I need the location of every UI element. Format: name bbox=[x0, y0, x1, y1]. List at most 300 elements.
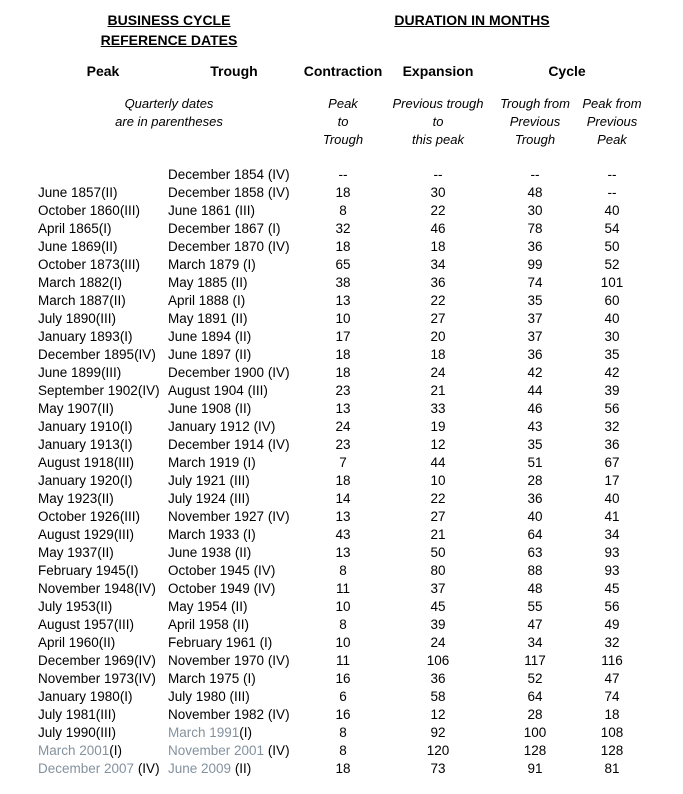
peak-quarter: (III) bbox=[95, 311, 117, 326]
trough-cell bbox=[168, 508, 300, 526]
trough-quarter: (II) bbox=[234, 761, 252, 776]
peak-cell bbox=[38, 418, 168, 436]
cycle-trough-value: 117 bbox=[524, 653, 546, 668]
contraction-value: 18 bbox=[335, 239, 351, 254]
contraction-value: 10 bbox=[335, 635, 351, 650]
trough-quarter: (II) bbox=[234, 347, 252, 362]
contraction-column-header: Contraction bbox=[303, 63, 383, 79]
peak-quarter: (I) bbox=[109, 275, 123, 290]
expansion-value: 22 bbox=[430, 491, 446, 506]
trough-quarter: (IV) bbox=[267, 239, 290, 254]
contraction-value: 7 bbox=[339, 455, 347, 470]
trough-date: May 1885 bbox=[168, 275, 232, 290]
contraction-value: 13 bbox=[335, 293, 351, 308]
cycle-trough-value: 30 bbox=[527, 203, 543, 218]
table-row bbox=[0, 346, 683, 364]
peak-cell bbox=[38, 220, 168, 238]
peak-quarter: (I) bbox=[119, 329, 133, 344]
trough-date: July 1980 bbox=[168, 689, 230, 704]
trough-quarter: (IV) bbox=[267, 509, 290, 524]
table-row bbox=[0, 688, 683, 706]
contraction-value: 32 bbox=[335, 221, 351, 236]
trough-date: March 1975 bbox=[168, 671, 244, 686]
contraction-value: 8 bbox=[339, 725, 347, 740]
peak-quarter: (II) bbox=[97, 401, 114, 416]
peak-date: August 1957 bbox=[38, 617, 114, 632]
cycle-peak-value: 42 bbox=[604, 365, 620, 380]
expansion-value: 44 bbox=[430, 455, 446, 470]
trough-date: November 1982 bbox=[168, 707, 268, 722]
peak-cell bbox=[38, 364, 168, 382]
trough-cell bbox=[168, 598, 300, 616]
cycle-peak-value: 45 bbox=[604, 581, 620, 596]
left-title-line1: BUSINESS CYCLE bbox=[107, 12, 231, 28]
peak-quarter: (IV) bbox=[134, 581, 156, 596]
contraction-value: 16 bbox=[335, 671, 351, 686]
table-row bbox=[0, 166, 683, 184]
table-row bbox=[0, 724, 683, 742]
peak-cell bbox=[38, 508, 168, 526]
cycle-trough-value: 48 bbox=[527, 185, 543, 200]
trough-quarter: (I) bbox=[243, 257, 256, 272]
expansion-value: 58 bbox=[430, 689, 446, 704]
peak-date: March 2001 bbox=[38, 743, 110, 758]
cycle-peak-value: 74 bbox=[604, 689, 620, 704]
table-row bbox=[0, 634, 683, 652]
trough-quarter: (I) bbox=[243, 455, 256, 470]
table-row bbox=[0, 652, 683, 670]
trough-quarter: (III) bbox=[247, 383, 268, 398]
contraction-value: 13 bbox=[335, 401, 351, 416]
cycle-trough-value: 36 bbox=[527, 347, 543, 362]
trough-date: December 1870 bbox=[168, 239, 268, 254]
cycle-trough-value: 36 bbox=[527, 491, 543, 506]
trough-cell bbox=[168, 364, 300, 382]
cycle-peak-subheader-line1: Peak from bbox=[582, 96, 642, 111]
peak-cell bbox=[38, 616, 168, 634]
trough-date: November 1927 bbox=[168, 509, 268, 524]
table-row bbox=[0, 238, 683, 256]
cycle-peak-value: 60 bbox=[604, 293, 620, 308]
peak-quarter: (I) bbox=[98, 221, 112, 236]
peak-cell bbox=[38, 382, 168, 400]
contraction-value: 43 bbox=[335, 527, 351, 542]
peak-cell bbox=[38, 562, 168, 580]
peak-cell bbox=[38, 202, 168, 220]
cycle-peak-value: 108 bbox=[600, 725, 624, 740]
expansion-value: 22 bbox=[430, 293, 446, 308]
right-title-text: DURATION IN MONTHS bbox=[394, 12, 550, 28]
contraction-value: 18 bbox=[335, 365, 351, 380]
expansion-value: 80 bbox=[430, 563, 446, 578]
expansion-value: 120 bbox=[426, 743, 450, 758]
trough-quarter: (III) bbox=[229, 491, 250, 506]
peak-date: April 1960 bbox=[38, 635, 99, 650]
table-row bbox=[0, 598, 683, 616]
expansion-value: 12 bbox=[430, 707, 446, 722]
contraction-value: -- bbox=[338, 167, 348, 182]
table-row bbox=[0, 490, 683, 508]
peak-quarter: (III) bbox=[119, 203, 141, 218]
trough-date: June 1908 bbox=[168, 401, 235, 416]
peak-cell bbox=[38, 436, 168, 454]
peak-cell bbox=[38, 292, 168, 310]
trough-quarter: (IV) bbox=[267, 185, 290, 200]
cycle-peak-value: 30 bbox=[604, 329, 620, 344]
contraction-value: 23 bbox=[335, 383, 351, 398]
contraction-value: 18 bbox=[335, 347, 351, 362]
expansion-value: 12 bbox=[430, 437, 446, 452]
trough-quarter: (II) bbox=[232, 617, 250, 632]
expansion-value: 18 bbox=[430, 239, 446, 254]
right-title bbox=[300, 10, 644, 30]
peak-date: March 1882 bbox=[38, 275, 110, 290]
expansion-value: 21 bbox=[430, 383, 446, 398]
expansion-value: 45 bbox=[430, 599, 446, 614]
peak-quarter: (III) bbox=[113, 455, 135, 470]
table-body bbox=[0, 166, 683, 778]
peak-quarter: (II) bbox=[97, 491, 114, 506]
quarterly-note-line1: Quarterly dates bbox=[124, 96, 214, 111]
peak-cell bbox=[38, 256, 168, 274]
trough-cell bbox=[168, 742, 300, 760]
trough-quarter: (IV) bbox=[253, 581, 276, 596]
peak-date: January 1980 bbox=[38, 689, 120, 704]
trough-quarter: (I) bbox=[232, 293, 246, 308]
peak-date: November 1973 bbox=[38, 671, 135, 686]
peak-cell bbox=[38, 544, 168, 562]
contraction-value: 17 bbox=[335, 329, 351, 344]
peak-date: July 1953 bbox=[38, 599, 96, 614]
trough-quarter: (I) bbox=[267, 221, 281, 236]
peak-quarter: (I) bbox=[119, 419, 133, 434]
cycle-peak-value: 54 bbox=[604, 221, 620, 236]
table-row bbox=[0, 418, 683, 436]
cycle-trough-value: 64 bbox=[527, 689, 543, 704]
contraction-value: 11 bbox=[335, 653, 350, 668]
trough-date: March 1991 bbox=[168, 725, 240, 740]
cycle-peak-value: -- bbox=[607, 185, 617, 200]
peak-cell bbox=[38, 724, 168, 742]
contraction-subheader-line1: Peak bbox=[328, 96, 358, 111]
table-row bbox=[0, 256, 683, 274]
cycle-peak-value: 81 bbox=[604, 761, 620, 776]
peak-date: December 1969 bbox=[38, 653, 135, 668]
peak-cell bbox=[38, 472, 168, 490]
contraction-subheader-line3: Trough bbox=[322, 132, 364, 147]
trough-quarter: (IV) bbox=[267, 437, 290, 452]
trough-quarter: (II) bbox=[234, 401, 252, 416]
trough-quarter: (I) bbox=[243, 527, 256, 542]
peak-cell bbox=[38, 274, 168, 292]
peak-quarter: (I) bbox=[125, 563, 139, 578]
trough-cell bbox=[168, 202, 300, 220]
cycle-peak-value: 17 bbox=[604, 473, 620, 488]
cycle-trough-value: 88 bbox=[527, 563, 543, 578]
peak-quarter: (II) bbox=[98, 635, 116, 650]
table-row bbox=[0, 472, 683, 490]
cycle-trough-value: 46 bbox=[527, 401, 543, 416]
table-row bbox=[0, 436, 683, 454]
expansion-value: 73 bbox=[430, 761, 446, 776]
cycle-peak-value: 56 bbox=[604, 599, 620, 614]
trough-date: October 1949 bbox=[168, 581, 254, 596]
trough-cell bbox=[168, 580, 300, 598]
peak-cell bbox=[38, 634, 168, 652]
trough-cell bbox=[168, 526, 300, 544]
cycle-peak-value: 47 bbox=[604, 671, 620, 686]
table-row bbox=[0, 328, 683, 346]
cycle-peak-value: 18 bbox=[604, 707, 620, 722]
peak-quarter: (IV) bbox=[134, 671, 156, 686]
contraction-value: 11 bbox=[335, 581, 350, 596]
trough-date: May 1891 bbox=[168, 311, 232, 326]
cycle-column-header: Cycle bbox=[548, 63, 586, 79]
expansion-value: 30 bbox=[430, 185, 446, 200]
table-row bbox=[0, 544, 683, 562]
trough-cell bbox=[168, 310, 300, 328]
cycle-peak-value: 56 bbox=[604, 401, 620, 416]
peak-cell bbox=[38, 454, 168, 472]
trough-cell bbox=[168, 166, 300, 184]
peak-cell bbox=[38, 742, 168, 760]
trough-quarter: (I) bbox=[259, 635, 273, 650]
peak-quarter: (II) bbox=[95, 599, 113, 614]
peak-cell bbox=[38, 400, 168, 418]
cycle-trough-value: 128 bbox=[523, 743, 547, 758]
trough-quarter: (IV) bbox=[253, 563, 276, 578]
expansion-value: 19 bbox=[430, 419, 446, 434]
trough-date: June 2009 bbox=[168, 761, 235, 776]
trough-date: August 1904 bbox=[168, 383, 248, 398]
contraction-value: 8 bbox=[339, 203, 347, 218]
trough-date: November 1970 bbox=[168, 653, 268, 668]
peak-date: January 1893 bbox=[38, 329, 120, 344]
expansion-value: 106 bbox=[426, 653, 450, 668]
expansion-subheader-line1: Previous trough bbox=[392, 96, 484, 111]
expansion-subheader-line2: to bbox=[432, 114, 444, 129]
cycle-peak-value: 67 bbox=[604, 455, 620, 470]
contraction-value: 10 bbox=[335, 311, 351, 326]
peak-cell bbox=[38, 598, 168, 616]
trough-cell bbox=[168, 562, 300, 580]
peak-quarter: (III) bbox=[113, 527, 135, 542]
peak-quarter: (II) bbox=[101, 239, 118, 254]
trough-cell bbox=[168, 292, 300, 310]
trough-quarter: (III) bbox=[234, 203, 256, 218]
cycle-peak-value: 36 bbox=[604, 437, 620, 452]
trough-date: May 1954 bbox=[168, 599, 232, 614]
trough-quarter: (II) bbox=[234, 545, 252, 560]
peak-quarter: (I) bbox=[119, 473, 133, 488]
contraction-value: 8 bbox=[339, 743, 347, 758]
table-row bbox=[0, 760, 683, 778]
expansion-value: -- bbox=[433, 167, 443, 182]
trough-cell bbox=[168, 454, 300, 472]
cycle-peak-value: -- bbox=[607, 167, 617, 182]
cycle-peak-subheader bbox=[580, 95, 644, 149]
trough-cell bbox=[168, 400, 300, 418]
cycle-peak-value: 34 bbox=[604, 527, 620, 542]
trough-cell bbox=[168, 184, 300, 202]
trough-date: April 1888 bbox=[168, 293, 233, 308]
cycle-peak-value: 101 bbox=[600, 275, 624, 290]
contraction-value: 18 bbox=[335, 761, 351, 776]
peak-quarter: (III) bbox=[95, 725, 117, 740]
peak-date: September 1902 bbox=[38, 383, 138, 398]
cycle-trough-value: 28 bbox=[527, 707, 543, 722]
trough-cell bbox=[168, 688, 300, 706]
cycle-peak-value: 93 bbox=[604, 563, 620, 578]
trough-cell bbox=[168, 382, 300, 400]
expansion-value: 37 bbox=[430, 581, 446, 596]
trough-date: June 1897 bbox=[168, 347, 235, 362]
peak-cell bbox=[38, 238, 168, 256]
trough-quarter: (II) bbox=[231, 599, 248, 614]
peak-cell bbox=[38, 184, 168, 202]
contraction-value: 18 bbox=[335, 473, 351, 488]
peak-cell bbox=[38, 706, 168, 724]
cycle-trough-value: 63 bbox=[527, 545, 543, 560]
table-row bbox=[0, 526, 683, 544]
peak-date: July 1990 bbox=[38, 725, 96, 740]
cycle-trough-value: 52 bbox=[527, 671, 543, 686]
left-title-line2: REFERENCE DATES bbox=[100, 32, 238, 48]
peak-date: March 1887 bbox=[38, 293, 110, 308]
cycle-peak-subheader-line2: Previous bbox=[586, 114, 638, 129]
contraction-subheader bbox=[300, 95, 386, 149]
expansion-value: 10 bbox=[430, 473, 446, 488]
expansion-value: 27 bbox=[430, 509, 446, 524]
peak-cell bbox=[38, 688, 168, 706]
peak-date: May 1907 bbox=[38, 401, 98, 416]
contraction-value: 65 bbox=[335, 257, 351, 272]
trough-date: December 1900 bbox=[168, 365, 268, 380]
table-row bbox=[0, 274, 683, 292]
trough-quarter: (IV) bbox=[253, 419, 276, 434]
expansion-value: 36 bbox=[430, 275, 446, 290]
cycle-trough-value: 36 bbox=[527, 239, 543, 254]
trough-cell bbox=[168, 634, 300, 652]
cycle-trough-value: 48 bbox=[527, 581, 543, 596]
peak-cell bbox=[38, 490, 168, 508]
trough-date: June 1894 bbox=[168, 329, 235, 344]
peak-date: October 1873 bbox=[38, 257, 120, 272]
cycle-peak-value: 93 bbox=[604, 545, 620, 560]
trough-cell bbox=[168, 238, 300, 256]
cycle-peak-value: 35 bbox=[604, 347, 620, 362]
peak-quarter: (III) bbox=[113, 617, 135, 632]
cycle-trough-value: 44 bbox=[527, 383, 543, 398]
table-row bbox=[0, 616, 683, 634]
cycle-peak-value: 41 bbox=[604, 509, 620, 524]
cycle-peak-value: 52 bbox=[604, 257, 620, 272]
quarterly-note-line2: are in parentheses bbox=[115, 114, 223, 129]
peak-date: February 1945 bbox=[38, 563, 126, 578]
trough-quarter: (I) bbox=[239, 725, 253, 740]
peak-quarter: (II) bbox=[97, 545, 114, 560]
peak-cell bbox=[38, 760, 168, 778]
cycle-trough-value: 100 bbox=[523, 725, 547, 740]
peak-cell bbox=[38, 580, 168, 598]
expansion-value: 22 bbox=[430, 203, 446, 218]
table-row bbox=[0, 202, 683, 220]
cycle-trough-subheader bbox=[490, 95, 580, 149]
table-row bbox=[0, 400, 683, 418]
expansion-value: 33 bbox=[430, 401, 446, 416]
trough-date: February 1961 bbox=[168, 635, 260, 650]
peak-cell bbox=[38, 346, 168, 364]
trough-quarter: (IV) bbox=[267, 365, 290, 380]
contraction-value: 13 bbox=[335, 509, 351, 524]
contraction-value: 6 bbox=[339, 689, 347, 704]
peak-quarter: (III) bbox=[119, 509, 141, 524]
peak-date: October 1926 bbox=[38, 509, 120, 524]
trough-cell bbox=[168, 616, 300, 634]
expansion-value: 21 bbox=[430, 527, 446, 542]
peak-date: July 1981 bbox=[38, 707, 96, 722]
cycle-trough-value: 40 bbox=[527, 509, 543, 524]
cycle-peak-value: 40 bbox=[604, 491, 620, 506]
table-row bbox=[0, 454, 683, 472]
peak-cell bbox=[38, 526, 168, 544]
contraction-value: 8 bbox=[339, 563, 347, 578]
trough-quarter: (II) bbox=[231, 275, 248, 290]
cycle-peak-value: 40 bbox=[604, 203, 620, 218]
trough-date: November 2001 bbox=[168, 743, 268, 758]
contraction-subheader-line2: to bbox=[337, 114, 349, 129]
trough-date: March 1879 bbox=[168, 257, 244, 272]
trough-cell bbox=[168, 436, 300, 454]
contraction-value: 18 bbox=[335, 185, 351, 200]
trough-cell bbox=[168, 472, 300, 490]
peak-date: April 1865 bbox=[38, 221, 99, 236]
peak-quarter: (I) bbox=[109, 743, 123, 758]
trough-cell bbox=[168, 418, 300, 436]
trough-date: July 1924 bbox=[168, 491, 230, 506]
trough-date: July 1921 bbox=[168, 473, 230, 488]
trough-cell bbox=[168, 274, 300, 292]
peak-cell bbox=[38, 670, 168, 688]
table-row bbox=[0, 706, 683, 724]
trough-quarter: (I) bbox=[243, 671, 256, 686]
peak-quarter: (I) bbox=[119, 689, 133, 704]
table-row bbox=[0, 364, 683, 382]
expansion-subheader-line3: this peak bbox=[411, 132, 465, 147]
expansion-value: 18 bbox=[430, 347, 446, 362]
cycle-peak-subheader-line3: Peak bbox=[597, 132, 627, 147]
trough-date: January 1912 bbox=[168, 419, 254, 434]
peak-date: October 1860 bbox=[38, 203, 120, 218]
expansion-value: 34 bbox=[430, 257, 446, 272]
contraction-value: 8 bbox=[339, 617, 347, 632]
peak-column-header: Peak bbox=[86, 63, 120, 79]
cycle-trough-value: 34 bbox=[527, 635, 543, 650]
cycle-trough-value: 35 bbox=[527, 293, 543, 308]
trough-cell bbox=[168, 346, 300, 364]
peak-date: December 2007 bbox=[38, 761, 138, 776]
cycle-trough-value: 28 bbox=[527, 473, 543, 488]
peak-date: January 1913 bbox=[38, 437, 120, 452]
expansion-value: 36 bbox=[430, 671, 446, 686]
cycle-peak-value: 40 bbox=[604, 311, 620, 326]
expansion-value: 39 bbox=[430, 617, 446, 632]
cycle-trough-value: 78 bbox=[527, 221, 543, 236]
cycle-peak-value: 128 bbox=[600, 743, 624, 758]
cycle-peak-value: 116 bbox=[601, 653, 623, 668]
expansion-value: 24 bbox=[430, 365, 446, 380]
peak-date: November 1948 bbox=[38, 581, 135, 596]
